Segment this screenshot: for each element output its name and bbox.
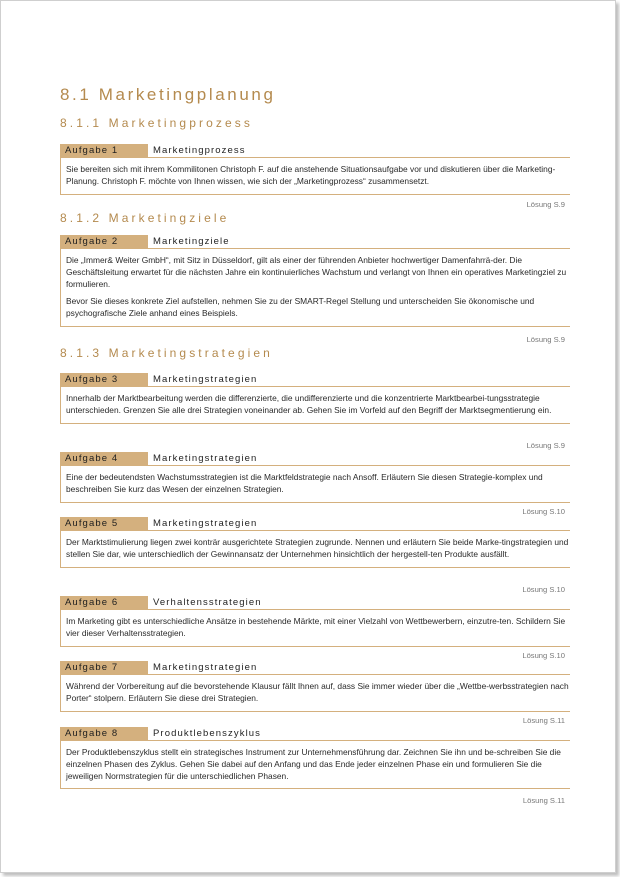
task-paragraph: Bevor Sie dieses konkrete Ziel aufstellen, nehmen Sie zu der SMART-Regel Stellung und unterscheiden Sie ökonomische und psychografische Ziele anhand eines Beispiels. xyxy=(66,296,535,319)
task-header xyxy=(60,373,570,387)
section-title-marketingprozess: 8.1.1 Marketingprozess xyxy=(60,116,253,130)
task-header xyxy=(60,661,570,675)
solution-reference: Lösung S.10 xyxy=(522,651,565,660)
task-title: Marketingprozess xyxy=(148,144,570,158)
task-header xyxy=(60,517,570,531)
task-body xyxy=(60,466,570,503)
task-title: Marketingstrategien xyxy=(148,452,570,466)
task-title: Verhaltensstrategien xyxy=(148,596,570,610)
task-paragraph: Sie bereiten sich mit ihrem Kommilitonen Christoph F. auf die anstehende Situationsaufgabe vor und diskutieren über die Marketing-Planung. Christoph F. möchte von Ihnen wissen, wie sich der „Marketingprozess“ zusammensetzt. xyxy=(66,164,556,186)
task-header xyxy=(60,596,570,610)
task-paragraph: Der Marktstimulierung liegen zwei konträr ausgerichtete Strategien zugrunde. Nennen und erläutern Sie beide Marke-tingstrategien und stellen Sie dar, wie unterschiedlich der Gewinnansatz der Unternehmen hinsichtlich der hergestell-ten Produkte ausfällt. xyxy=(66,537,569,559)
solution-reference: Lösung S.9 xyxy=(526,335,565,344)
task-header xyxy=(60,235,570,249)
task-number-label: Aufgabe 2 xyxy=(60,235,148,249)
task-paragraph: Der Produktlebenszyklus stellt ein strategisches Instrument zur Unternehmensführung dar. Zeichnen Sie ihn und be-schreiben Sie die einzelnen Phasen des Zyklus. Gehen Sie dabei auf den Anfang und das Ende jeder einzelnen Phase ein und formulieren Sie die jeweiligen Normstrategien für die unterschiedlichen Phasen. xyxy=(66,747,561,781)
task-title: Marketingstrategien xyxy=(148,373,570,387)
task-7 xyxy=(60,661,570,712)
task-title: Marketingziele xyxy=(148,235,570,249)
task-4 xyxy=(60,452,570,503)
task-body xyxy=(60,531,570,568)
task-body xyxy=(60,610,570,647)
task-number-label: Aufgabe 8 xyxy=(60,727,148,741)
task-body xyxy=(60,249,570,327)
task-title: Produktlebenszyklus xyxy=(148,727,570,741)
task-paragraph: Die „Immer& Weiter GmbH“, mit Sitz in Düsseldorf, gilt als einer der führenden Anbieter hochwertiger Damenfahrrä-der. Die Geschäftsleitung erwartet für die nächsten Jahre ein kontinuierliches Wachstum und verlangt von Ihnen ein operatives Marketingziel zu formulieren. xyxy=(66,255,567,289)
task-paragraph: Während der Vorbereitung auf die bevorstehende Klausur fällt Ihnen auf, dass Sie immer wieder über die „Wettbe-werbsstrategien nach Porter“ stolpern. Erläutern Sie diese drei Strategien. xyxy=(66,681,569,703)
solution-reference: Lösung S.9 xyxy=(526,200,565,209)
task-header xyxy=(60,452,570,466)
task-number-label: Aufgabe 6 xyxy=(60,596,148,610)
task-number-label: Aufgabe 3 xyxy=(60,373,148,387)
task-header xyxy=(60,144,570,158)
task-8 xyxy=(60,727,570,789)
task-body xyxy=(60,675,570,712)
task-header xyxy=(60,727,570,741)
task-number-label: Aufgabe 4 xyxy=(60,452,148,466)
solution-reference: Lösung S.10 xyxy=(522,507,565,516)
task-paragraph: Im Marketing gibt es unterschiedliche Ansätze in bestehende Märkte, mit einer Vielzahl von Wettbewerbern, einzutre-ten. Schildern Sie vier dieser Verhaltensstrategien. xyxy=(66,616,566,638)
solution-reference: Lösung S.9 xyxy=(526,441,565,450)
chapter-title: 8.1 Marketingplanung xyxy=(60,85,276,104)
task-number-label: Aufgabe 5 xyxy=(60,517,148,531)
task-1 xyxy=(60,144,570,195)
task-5 xyxy=(60,517,570,568)
task-number-label: Aufgabe 7 xyxy=(60,661,148,675)
solution-reference: Lösung S.10 xyxy=(522,585,565,594)
task-number-label: Aufgabe 1 xyxy=(60,144,148,158)
task-title: Marketingstrategien xyxy=(148,661,570,675)
solution-reference: Lösung S.11 xyxy=(522,796,565,805)
task-paragraph: Eine der bedeutendsten Wachstumsstrategien ist die Marktfeldstrategie nach Ansoff. Erläutern Sie diesen Strategie-komplex und beschreiben Sie kurz das Wesen der einzelnen Strategien. xyxy=(66,472,543,494)
section-title-marketingstrategien: 8.1.3 Marketingstrategien xyxy=(60,346,273,360)
task-paragraph: Innerhalb der Marktbearbeitung werden die differenzierte, die undifferenzierte und die konzentrierte Marktbearbei-tungsstrategie unterschieden. Grenzen Sie alle drei Strategien voneinander ab. Gehen Sie im Vorfeld auf den Begriff der Marktsegmentierung ein. xyxy=(66,393,552,415)
task-body xyxy=(60,158,570,195)
task-3 xyxy=(60,373,570,424)
task-6 xyxy=(60,596,570,647)
task-body xyxy=(60,741,570,789)
task-2 xyxy=(60,235,570,327)
section-title-marketingziele: 8.1.2 Marketingziele xyxy=(60,211,230,225)
task-title: Marketingstrategien xyxy=(148,517,570,531)
task-body xyxy=(60,387,570,424)
solution-reference: Lösung S.11 xyxy=(522,716,565,725)
